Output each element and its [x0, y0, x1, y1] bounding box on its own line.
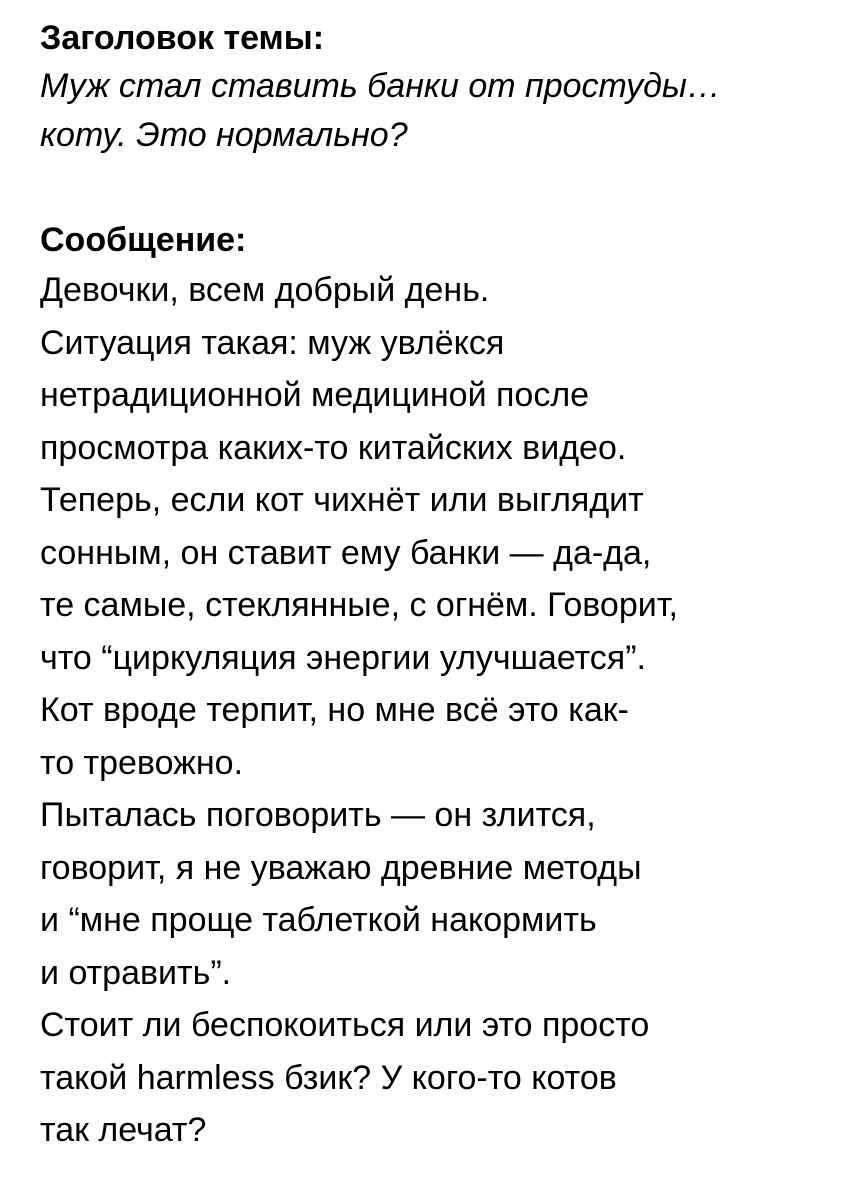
topic-section — [40, 14, 802, 160]
topic-title-line: Муж стал ставить банки от простуды… — [40, 67, 721, 105]
message-line: просмотра каких-то китайских видео. — [40, 428, 627, 467]
message-line: так лечат? — [40, 1111, 207, 1149]
message-line: Теперь, если кот чихнёт или выглядит — [40, 481, 644, 519]
topic-title-line: коту. Это нормально? — [40, 116, 408, 154]
message-line: говорит, я не уважаю древние методы — [40, 848, 642, 887]
message-line: Девочки, всем добрый день. — [40, 271, 490, 309]
message-line: Пыталась поговорить — он злится, — [40, 796, 596, 834]
message-line: Ситуация такая: муж увлёкся — [40, 323, 505, 362]
topic-title — [40, 62, 802, 160]
message-body — [40, 264, 802, 1157]
message-label: Сообщение: — [40, 221, 247, 259]
message-line: что “циркуляция энергии улучшается”. — [40, 638, 646, 677]
message-line: и “мне проще таблеткой накормить — [40, 901, 597, 939]
topic-label: Заголовок темы: — [40, 19, 325, 57]
message-line: такой harmless бзик? У кого-то котов — [40, 1058, 617, 1097]
message-line: нетрадиционной медициной после — [40, 376, 590, 414]
message-line: Стоит ли беспокоиться или это просто — [40, 1006, 650, 1044]
message-section — [40, 216, 802, 1157]
message-line: то тревожно. — [40, 743, 244, 782]
message-line: Кот вроде терпит, но мне всё это как- — [40, 691, 629, 729]
message-line: и отравить”. — [40, 953, 232, 992]
section-spacer — [40, 160, 802, 216]
message-line: сонным, он ставит ему банки — да-да, — [40, 533, 652, 572]
message-line: те самые, стеклянные, с огнём. Говорит, — [40, 586, 678, 624]
